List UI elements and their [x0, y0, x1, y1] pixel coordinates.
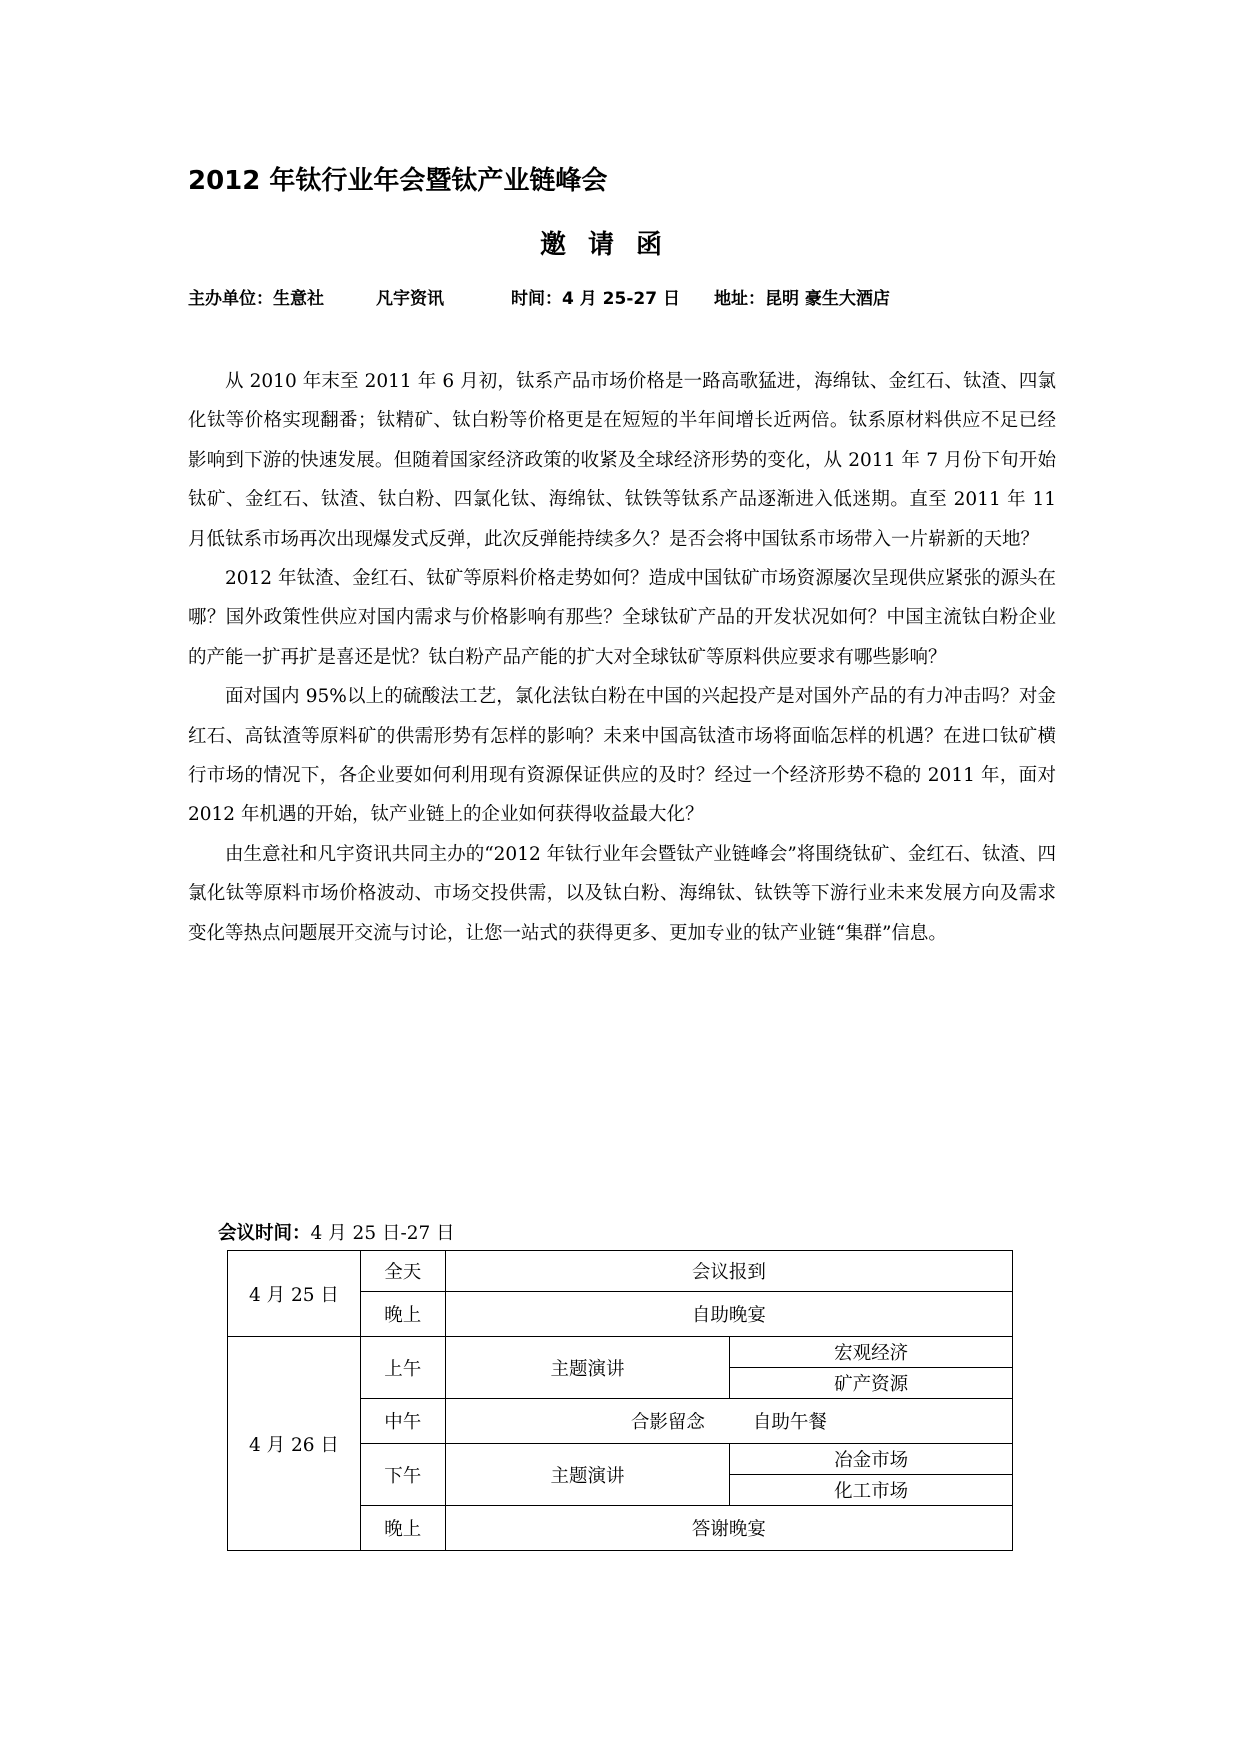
table-row: [228, 1337, 1013, 1368]
paragraph: 从 2010 年末至 2011 年 6 月初，钛系产品市场价格是一路高歌猛进，海绵钛、金红石、钛渣、四氯化钛等价格实现翻番；钛精矿、钛白粉等价格更是在短短的半年间增长近两倍。钛系原材料供应不足已经影响到下游的快速发展。但随着国家经济政策的收紧及全球经济形势的变化，从 2011 年 7 月份下旬开始钛矿、金红石、钛渣、钛白粉、四氯化钛、海绵钛、钛铁等钛系产品逐渐进入低迷期。直至 2011 年 11 月低钛系市场再次出现爆发式反弹，此次反弹能持续多久？是否会将中国钛系市场带入一片崭新的天地？: [188, 371, 1056, 550]
paragraph: 2012 年钛渣、金红石、钛矿等原料价格走势如何？造成中国钛矿市场资源屡次呈现供应紧张的源头在哪？国外政策性供应对国内需求与价格影响有那些？全球钛矿产品的开发状况如何？中国主流钛白粉企业的产能一扩再扩是喜还是忧？钛白粉产品产能的扩大对全球钛矿等原料供应要求有哪些影响？: [188, 568, 1056, 668]
schedule-table: [227, 1250, 1013, 1551]
event-cell: 主题演讲: [445, 1444, 730, 1506]
event-cell: 主题演讲: [445, 1337, 730, 1399]
noon-event-lunch: 自助午餐: [752, 1412, 827, 1433]
topic-cell: 矿产资源: [730, 1368, 1013, 1399]
event-address: 地址：昆明 豪生大酒店: [714, 289, 890, 309]
event-time: 时间：4 月 25-27 日: [511, 289, 680, 309]
paragraph: 面对国内 95%以上的硫酸法工艺，氯化法钛白粉在中国的兴起投产是对国外产品的有力冲击吗？对金红石、高钛渣等原料矿的供需形势有怎样的影响？未来中国高钛渣市场将面临怎样的机遇？在进口钛矿横行市场的情况下，各企业要如何利用现有资源保证供应的及时？经过一个经济形势不稳的 2011 年，面对 2012 年机遇的开始，钛产业链上的企业如何获得收益最大化？: [188, 686, 1056, 826]
table-row: [228, 1251, 1013, 1292]
document-subtitle: 邀请函: [539, 230, 684, 260]
event-cell: 自助晚宴: [445, 1292, 1012, 1337]
event-cell: [445, 1399, 1012, 1444]
meeting-time: [218, 1219, 455, 1245]
meeting-time-label: 会议时间：: [218, 1223, 311, 1244]
document-title: 2012 年钛行业年会暨钛产业链峰会: [188, 166, 608, 196]
period-cell: 中午: [360, 1399, 445, 1444]
period-cell: 上午: [360, 1337, 445, 1399]
event-cell: 会议报到: [445, 1251, 1012, 1292]
body-text: [188, 362, 1056, 953]
period-cell: 全天: [360, 1251, 445, 1292]
day-cell: 4 月 25 日: [228, 1251, 361, 1337]
topic-cell: 宏观经济: [730, 1337, 1013, 1368]
topic-cell: 冶金市场: [730, 1444, 1013, 1475]
event-cell: 答谢晚宴: [445, 1506, 1012, 1551]
day-cell: 4 月 26 日: [228, 1337, 361, 1551]
organizer: 主办单位：生意社: [188, 289, 324, 309]
topic-cell: 化工市场: [730, 1475, 1013, 1506]
meeting-time-range: 4 月 25 日-27 日: [310, 1223, 455, 1244]
paragraph: 由生意社和凡宇资讯共同主办的“2012 年钛行业年会暨钛产业链峰会”将围绕钛矿、金红石、钛渣、四氯化钛等原料市场价格波动、市场交投供需，以及钛白粉、海绵钛、钛铁等下游行业未来发展方向及需求变化等热点问题展开交流与讨论，让您一站式的获得更多、更加专业的钛产业链“集群”信息。: [188, 843, 1056, 944]
co-organizer: 凡宇资讯: [376, 289, 444, 309]
event-info-line: [188, 284, 890, 309]
noon-event-photo: 合影留念: [630, 1412, 705, 1433]
period-cell: 下午: [360, 1444, 445, 1506]
period-cell: 晚上: [360, 1506, 445, 1551]
period-cell: 晚上: [360, 1292, 445, 1337]
